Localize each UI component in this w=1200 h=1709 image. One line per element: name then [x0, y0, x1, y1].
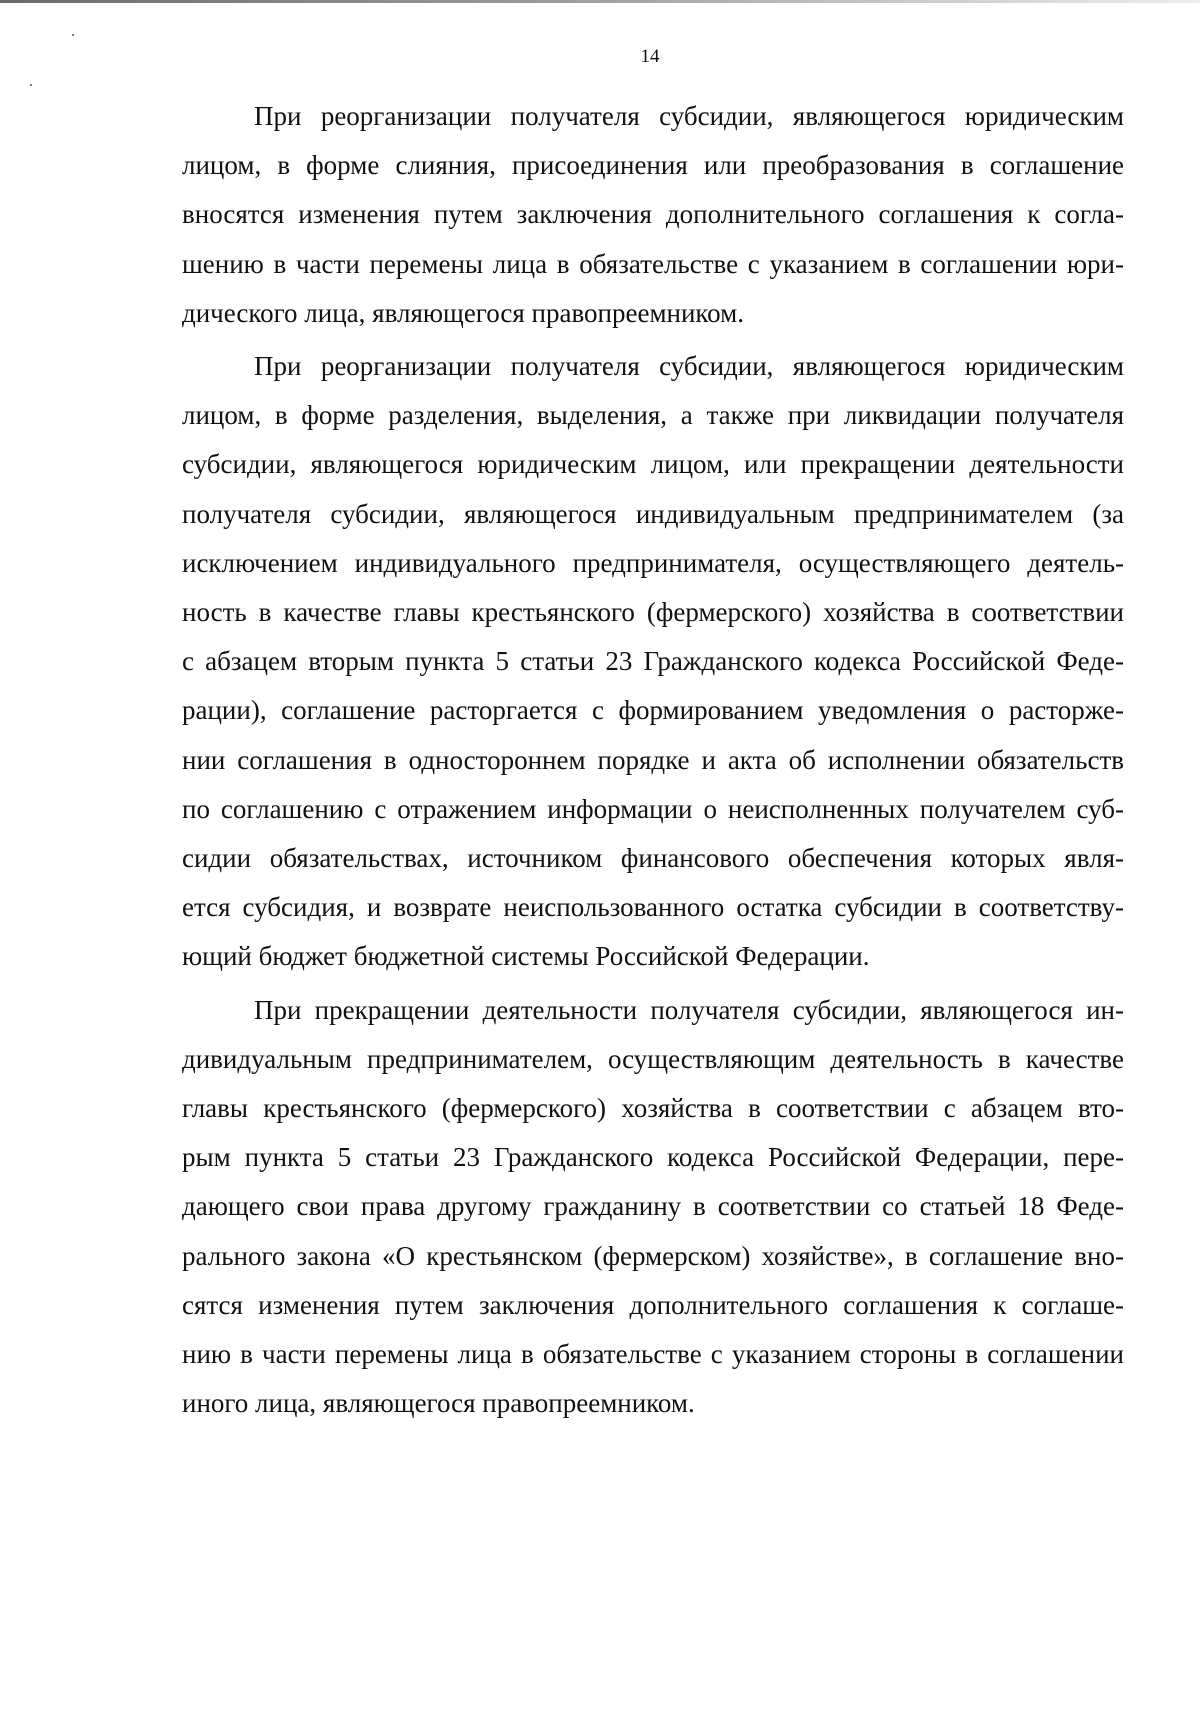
- document-body: [182, 92, 1124, 1428]
- text-line: ется субсидия, и возврате неиспользованного остатка субсидии в соответству-: [182, 892, 1124, 923]
- paragraph-1: [182, 92, 1124, 338]
- text-line: При реорганизации получателя субсидии, являющегося юридическим: [254, 351, 1124, 382]
- scan-speck: [72, 34, 74, 36]
- text-line: рым пункта 5 статьи 23 Гражданского кодекса Российской Федерации, пере-: [182, 1142, 1124, 1173]
- text-line: сятся изменения путем заключения дополнительного соглашения к соглаше-: [182, 1289, 1124, 1320]
- text-line: рации), соглашение расторгается с формированием уведомления о расторже-: [182, 695, 1124, 726]
- text-line: шению в части перемены лица в обязательстве с указанием в соглашении юри-: [182, 248, 1124, 279]
- text-line: иного лица, являющегося правопреемником.: [182, 1388, 695, 1419]
- text-line: сидии обязательствах, источником финансового обеспечения которых явля-: [182, 843, 1124, 874]
- text-line: ность в качестве главы крестьянского (фермерского) хозяйства в соответствии: [182, 597, 1124, 628]
- text-line: дического лица, являющегося правопреемником.: [182, 297, 745, 328]
- text-line: При реорганизации получателя субсидии, являющегося юридическим: [254, 101, 1124, 131]
- text-line: исключением индивидуального предпринимателя, осуществляющего деятель-: [182, 547, 1124, 578]
- text-line: с абзацем вторым пункта 5 статьи 23 Гражданского кодекса Российской Феде-: [182, 646, 1124, 677]
- paragraph-2: [182, 342, 1124, 982]
- text-line: дающего свои права другому гражданину в соответствии со статьей 18 Феде-: [182, 1191, 1124, 1222]
- text-line: рального закона «О крестьянском (фермерском) хозяйстве», в соглашение вно-: [182, 1240, 1124, 1271]
- text-line: дивидуальным предпринимателем, осуществляющим деятельность в качестве: [182, 1043, 1124, 1074]
- text-line: вносятся изменения путем заключения дополнительного соглашения к согла-: [182, 199, 1124, 230]
- paragraph-3: [182, 986, 1124, 1429]
- text-line: лицом, в форме слияния, присоединения или преобразования в соглашение: [182, 150, 1124, 181]
- text-line: ющий бюджет бюджетной системы Российской Федерации.: [182, 941, 870, 972]
- text-line: нию в части перемены лица в обязательстве с указанием стороны в соглашении: [182, 1339, 1124, 1370]
- text-line: лицом, в форме разделения, выделения, а также при ликвидации получателя: [182, 400, 1124, 431]
- text-line: по соглашению с отражением информации о неисполненных получателем суб-: [182, 793, 1124, 824]
- text-line: нии соглашения в одностороннем порядке и акта об исполнении обязательств: [182, 744, 1124, 775]
- text-line: При прекращении деятельности получателя субсидии, являющегося ин-: [254, 994, 1124, 1025]
- text-line: получателя субсидии, являющегося индивидуальным предпринимателем (за: [182, 498, 1124, 529]
- scan-edge: [0, 0, 1200, 3]
- text-line: субсидии, являющегося юридическим лицом, или прекращении деятельности: [182, 449, 1124, 480]
- page-number: 14: [640, 46, 660, 67]
- text-line: главы крестьянского (фермерского) хозяйства в соответствии с абзацем вто-: [182, 1093, 1124, 1124]
- scan-speck: [30, 84, 32, 86]
